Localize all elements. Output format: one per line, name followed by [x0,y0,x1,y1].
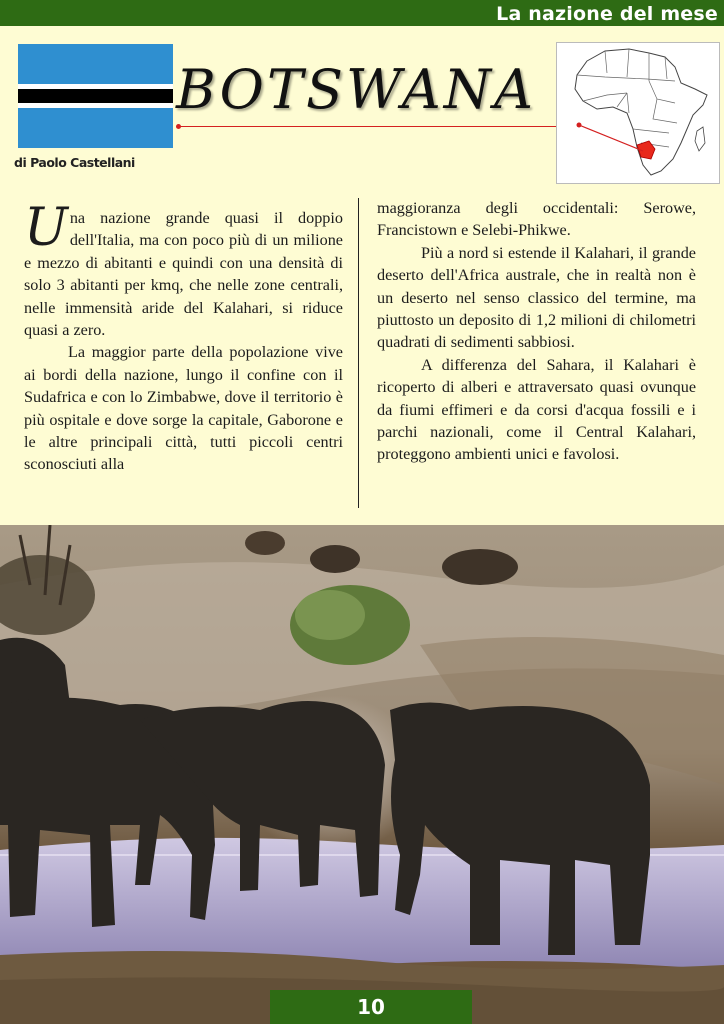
page-number-box [270,990,472,1024]
africa-map-icon [557,43,719,183]
paragraph: maggioranza degli occidentali: Serowe, Francistown e Selebi-Phikwe. [377,199,696,240]
article-title: BOTSWANA [176,58,537,121]
paragraph: Più a nord si estende il Kalahari, il grande deserto dell'Africa australe, che in realtà non è un deserto nel senso classico del termine, ma piuttosto un deposito di 1,2 milioni di chilometri quadrati di sedimenti sabbiosi. [377,243,696,352]
elephants-photo [0,525,724,1024]
title-underline [178,126,578,127]
paragraph [24,198,343,341]
article-column-right [377,197,696,466]
africa-map [556,42,720,184]
author-byline: di Paolo Castellani [14,155,135,170]
section-title: La nazione del mese [496,3,718,25]
botswana-flag-icon [18,44,173,148]
paragraph: A differenza del Sahara, il Kalahari è ricoperto di alberi e attraversato quasi ovunque da fiumi effimeri e da corsi d'acqua fossili e i parchi nazionali, come il Central Kalahari, proteggono ambienti unici e favolosi. [377,355,696,464]
underline-dot-left [176,124,181,129]
article-column-left [24,198,343,476]
paragraph: La maggior parte della popolazione vive ai bordi della nazione, lungo il confine con il Sudafrica e con lo Zimbabwe, dove il territorio è più ospitale e dove sorge la capitale, Gaborone e le altre principali città, tutti piccoli centri sconosciuti alla [24,343,343,474]
paragraph-text: na nazione grande quasi il doppio dell'Italia, ma con poco più di un milione e mezzo di abitanti e quindi con una densità di solo 3 abitanti per kmq, che nelle zone centrali, nelle immensità aride del Kalahari, si riduce quasi a zero. [24,209,343,340]
page-number: 10 [357,995,385,1019]
column-divider [358,198,359,508]
section-header-bar [0,0,724,26]
drop-cap: U [24,198,68,258]
